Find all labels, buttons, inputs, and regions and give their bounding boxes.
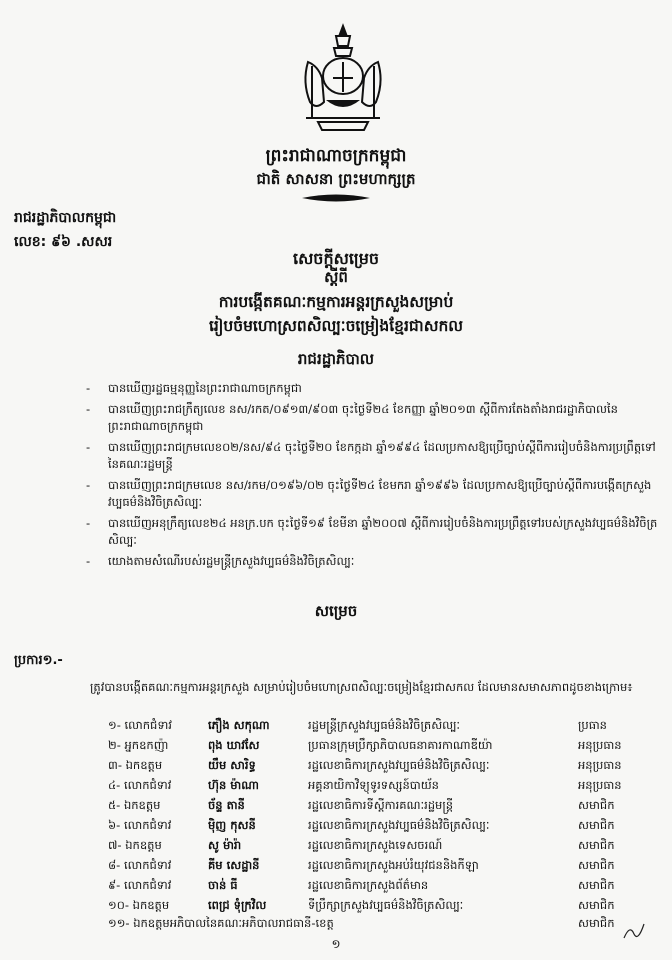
table-row: ១១- ឯកឧត្តមអភិបាលនៃគណៈអភិបាលរាជធានី-ខេត្ត សមាជិក: [108, 916, 615, 930]
list-item: - បានឃើញអនុក្រឹត្យលេខ២៤ អនក្រ.បក ចុះថ្ងៃទី១៩ ខែមីនា ឆ្នាំ២០០៧ ស្ដីពីការរៀបចំនិងការប្រព្រឹត្តទៅរបស់ក្រសួងវប្បធម៌និងវិចិត្រសិល្បៈ: [86, 516, 658, 547]
list-item: - យោងតាមសំណើរបស់រដ្ឋមន្ត្រីក្រសួងវប្បធម៌និងវិចិត្រសិល្បៈ: [86, 554, 355, 568]
table-row: ៩- លោកជំទាវ ចាន់ ធី រដ្ឋលេខាធិការក្រសួងព័ត៌មាន សមាជិក: [108, 878, 615, 892]
national-motto: ជាតិ សាសនា ព្រះមហាក្សត្រ: [256, 170, 416, 188]
decision-heading: សម្រេច: [314, 602, 358, 620]
title-subject-line-2: រៀបចំមហោស្រពសិល្បៈចម្រៀងខ្មែរជាសកល: [208, 317, 464, 335]
table-row: ៣- ឯកឧត្តម យឹម សារិទ្ធ រដ្ឋលេខាធិការក្រសួងវប្បធម៌និងវិចិត្រសិល្បៈ អនុប្រធាន: [108, 758, 622, 772]
table-row: ៤- លោកជំទាវ ហ៊ុន ម៉ាណា អគ្គនាយិកាវិទ្យុទូរទស្សន៍បាយ័ន អនុប្រធាន: [108, 778, 622, 792]
table-row: ៥- ឯកឧត្តម ច័ន្ទ តានី រដ្ឋលេខាធិការទីស្ដីការគណៈរដ្ឋមន្ត្រី សមាជិក: [108, 798, 615, 812]
kingdom-heading: ព្រះរាជាណាចក្រកម្ពុជា: [265, 146, 407, 166]
page-number: ១: [331, 937, 341, 951]
article-label: ប្រការ១.-: [14, 653, 63, 668]
title-subject-line-1: ការបង្កើតគណៈកម្មការអន្តរក្រសួងសម្រាប់: [218, 293, 454, 311]
table-row: ៧- ឯកឧត្តម សូ ម៉ារ៉ា រដ្ឋលេខាធិការក្រសួងទេសចរណ៍ សមាជិក: [108, 838, 615, 852]
government-name: រាជរដ្ឋាភិបាលកម្ពុជា: [14, 210, 117, 226]
list-item: - បានឃើញរដ្ឋធម្មនុញ្ញនៃព្រះរាជាណាចក្រកម្ពុជា: [86, 381, 302, 395]
document-number: លេខ: ៩៦ .សសរ: [14, 234, 113, 250]
list-item: - បានឃើញព្រះរាជក្រឹត្យលេខ នស/រកត/០៩១៣/៩០៣ ចុះថ្ងៃទី២៤ ខែកញ្ញា ឆ្នាំ២០១៣ ស្ដីពីការតែងតាំងរាជរដ្ឋាភិបាលនៃព្រះរាជាណាចក្រកម្ពុជា: [86, 402, 618, 433]
ornament-divider-icon: [300, 193, 372, 203]
article-intro: ត្រូវបានបង្កើតគណៈកម្មការអន្តរក្រសួង សម្រាប់រៀបចំមហោស្រពសិល្បៈចម្រៀងខ្មែរជាសកល ដែលមានសមាសភាពដូចខាងក្រោម៖: [90, 680, 633, 694]
issuer-heading: រាជរដ្ឋាភិបាល: [297, 350, 375, 368]
list-item: - បានឃើញព្រះរាជក្រមលេខ០២/នស/៩៤ ចុះថ្ងៃទី២០ ខែកក្កដា ឆ្នាំ១៩៩៤ ដែលប្រកាសឱ្យប្រើច្បាប់ស្ដីពីការរៀបចំនិងការប្រព្រឹត្តទៅនៃគណៈរដ្ឋមន្ត្រី: [86, 440, 656, 471]
coat-of-arms-icon: [288, 22, 398, 134]
considerations-list: [86, 380, 658, 574]
table-row: ២- អ្នកឧកញ៉ា ពុង ឃាវសែ ប្រធានក្រុមប្រឹក្សាភិបាលធនាគារកាណាឌីយ៉ា អនុប្រធាន: [108, 738, 622, 752]
decision-title: សេចក្ដីសម្រេច: [292, 249, 379, 268]
table-row: ១០- ឯកឧត្តម ពេជ្រ ទុំក្រវិល ទីប្រឹក្សាក្រសួងវប្បធម៌និងវិចិត្រសិល្បៈ សមាជិក: [108, 898, 615, 912]
title-regarding: ស្ដីពី: [324, 268, 348, 286]
table-row: ៨- លោកជំទាវ គីម សេដ្ឋានី រដ្ឋលេខាធិការក្រសួងអប់រំយុវជននិងកីឡា សមាជិក: [108, 858, 615, 872]
list-item: - បានឃើញព្រះរាជក្រមលេខ នស/រកម/០១៩៦/០២ ចុះថ្ងៃទី២៤ ខែមករា ឆ្នាំ១៩៩៦ ដែលប្រកាសឱ្យប្រើច្បាប់ស្ដីពីការបង្កើតក្រសួងវប្បធម៌និងវិចិត្រសិល្បៈ: [86, 478, 652, 509]
table-row: ១- លោកជំទាវ ភឿង សកុណា រដ្ឋមន្ត្រីក្រសួងវប្បធម៌និងវិចិត្រសិល្បៈ ប្រធាន: [108, 718, 607, 732]
table-row: ៦- លោកជំទាវ ម៉ិញ កុសនី រដ្ឋលេខាធិការក្រសួងវប្បធម៌និងវិចិត្រសិល្បៈ សមាជិក: [108, 818, 615, 832]
